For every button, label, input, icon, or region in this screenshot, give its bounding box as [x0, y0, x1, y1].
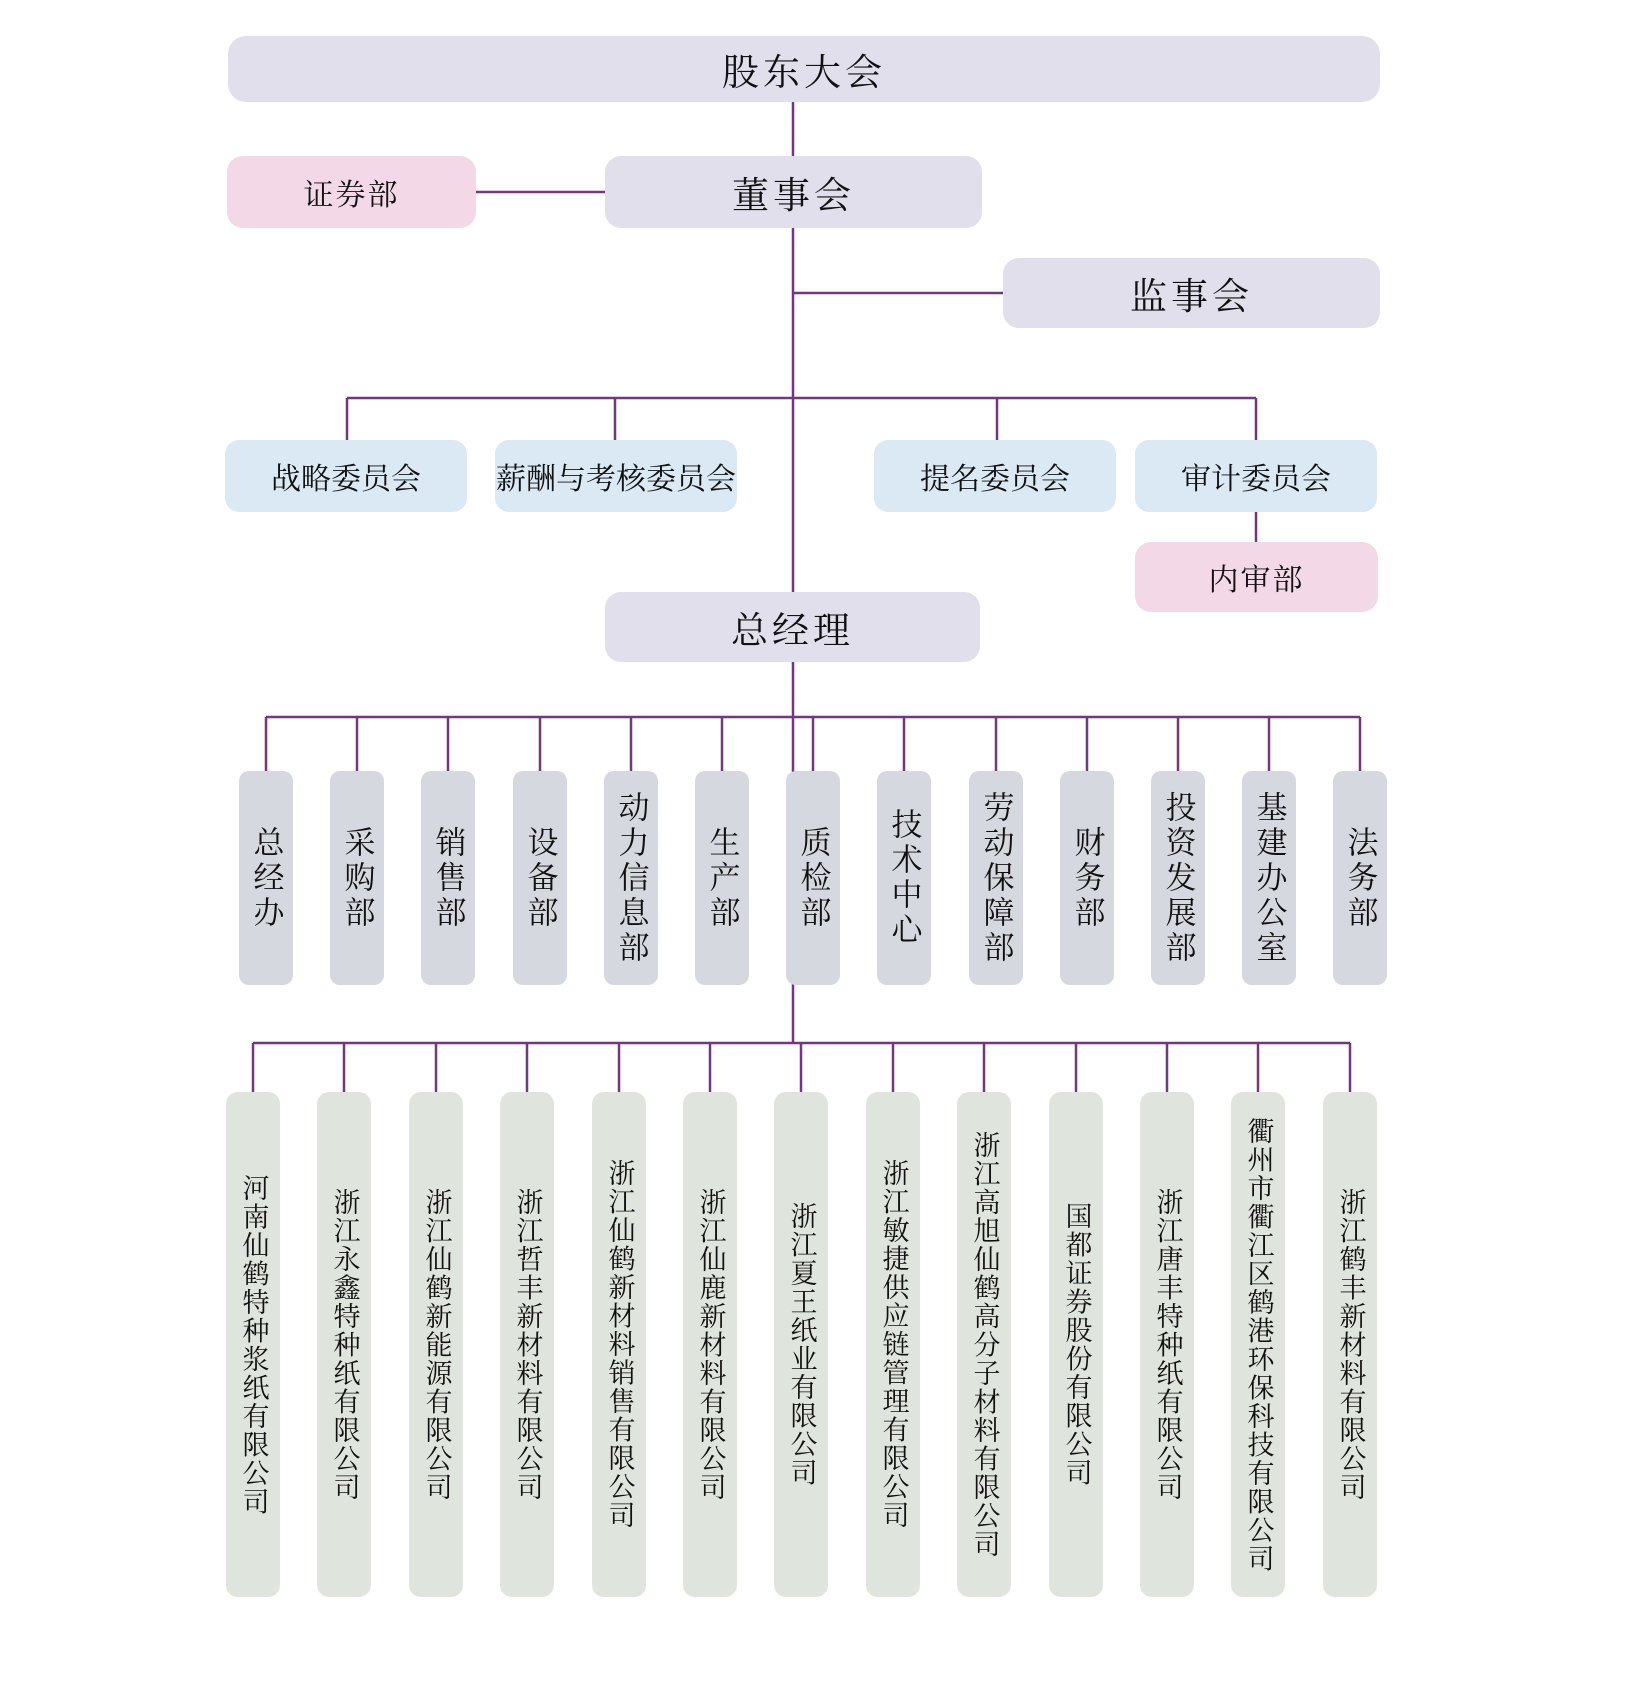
subsidiary-node-7: [774, 1092, 828, 1597]
department-node-3: [421, 771, 475, 985]
department-label-4: 设备部: [522, 825, 558, 931]
audit-committee-node: [1135, 440, 1377, 512]
securities-dept-label: 证券部: [303, 179, 400, 212]
department-label-8: 技术中心: [886, 808, 922, 948]
compensation-committee-label: 薪酬与考核委员会: [496, 463, 736, 496]
subsidiary-node-10: [1049, 1092, 1103, 1597]
department-node-11: [1151, 771, 1205, 985]
shareholders-meeting-node: [228, 36, 1380, 102]
audit-committee-label: 审计委员会: [1181, 463, 1331, 496]
subsidiary-node-4: [500, 1092, 554, 1597]
compensation-committee-node: [495, 440, 737, 512]
subsidiary-node-12: [1231, 1092, 1285, 1597]
subsidiary-label-4: 浙江哲丰新材料有限公司: [512, 1187, 543, 1502]
general-manager-label: 总经理: [731, 610, 854, 651]
department-label-3: 销售部: [430, 825, 466, 931]
department-label-6: 生产部: [704, 825, 740, 931]
department-label-5: 动力信息部: [613, 790, 649, 966]
subsidiary-node-1: [226, 1092, 280, 1597]
supervisory-board-label: 监事会: [1130, 276, 1253, 317]
subsidiary-label-6: 浙江仙鹿新材料有限公司: [695, 1187, 726, 1502]
internal-audit-label: 内审部: [1208, 564, 1305, 597]
subsidiary-label-13: 浙江鹤丰新材料有限公司: [1335, 1187, 1366, 1502]
securities-dept-node: [227, 156, 476, 228]
department-node-8: [877, 771, 931, 985]
department-label-11: 投资发展部: [1160, 790, 1196, 966]
department-node-6: [695, 771, 749, 985]
department-node-1: [239, 771, 293, 985]
department-node-13: [1333, 771, 1387, 985]
department-label-10: 财务部: [1069, 825, 1105, 931]
subsidiary-node-11: [1140, 1092, 1194, 1597]
department-node-10: [1060, 771, 1114, 985]
department-node-12: [1242, 771, 1296, 985]
subsidiary-label-12: 衢州市衢江区鹤港环保科技有限公司: [1243, 1116, 1274, 1573]
subsidiary-label-3: 浙江仙鹤新能源有限公司: [421, 1187, 452, 1502]
department-node-2: [330, 771, 384, 985]
general-manager-node: [605, 592, 980, 662]
strategy-committee-label: 战略委员会: [271, 463, 421, 496]
department-label-1: 总经办: [248, 825, 284, 931]
subsidiary-label-5: 浙江仙鹤新材料销售有限公司: [604, 1159, 635, 1530]
department-label-9: 劳动保障部: [978, 790, 1014, 966]
subsidiary-label-10: 国都证券股份有限公司: [1061, 1202, 1092, 1487]
shareholders-meeting-label: 股东大会: [722, 52, 886, 93]
subsidiary-label-11: 浙江唐丰特种纸有限公司: [1152, 1187, 1183, 1502]
nomination-committee-label: 提名委员会: [920, 463, 1070, 496]
subsidiary-label-9: 浙江高旭仙鹤高分子材料有限公司: [969, 1130, 1000, 1559]
subsidiary-node-6: [683, 1092, 737, 1597]
department-label-13: 法务部: [1342, 825, 1378, 931]
nomination-committee-node: [874, 440, 1116, 512]
department-label-2: 采购部: [339, 825, 375, 931]
board-of-directors-label: 董事会: [732, 175, 855, 216]
internal-audit-node: [1135, 542, 1378, 612]
board-of-directors-node: [605, 156, 982, 228]
subsidiary-node-13: [1323, 1092, 1377, 1597]
department-label-12: 基建办公室: [1251, 790, 1287, 966]
subsidiary-node-9: [957, 1092, 1011, 1597]
subsidiary-node-3: [409, 1092, 463, 1597]
department-node-5: [604, 771, 658, 985]
department-label-7: 质检部: [795, 825, 831, 931]
subsidiary-label-1: 河南仙鹤特种浆纸有限公司: [238, 1173, 269, 1516]
subsidiary-node-5: [592, 1092, 646, 1597]
subsidiary-label-7: 浙江夏王纸业有限公司: [786, 1202, 817, 1487]
strategy-committee-node: [225, 440, 467, 512]
supervisory-board-node: [1003, 258, 1380, 328]
department-node-9: [969, 771, 1023, 985]
department-node-7: [786, 771, 840, 985]
subsidiary-label-8: 浙江敏捷供应链管理有限公司: [878, 1159, 909, 1530]
subsidiary-node-8: [866, 1092, 920, 1597]
subsidiary-label-2: 浙江永鑫特种纸有限公司: [329, 1187, 360, 1502]
subsidiary-node-2: [317, 1092, 371, 1597]
department-node-4: [513, 771, 567, 985]
